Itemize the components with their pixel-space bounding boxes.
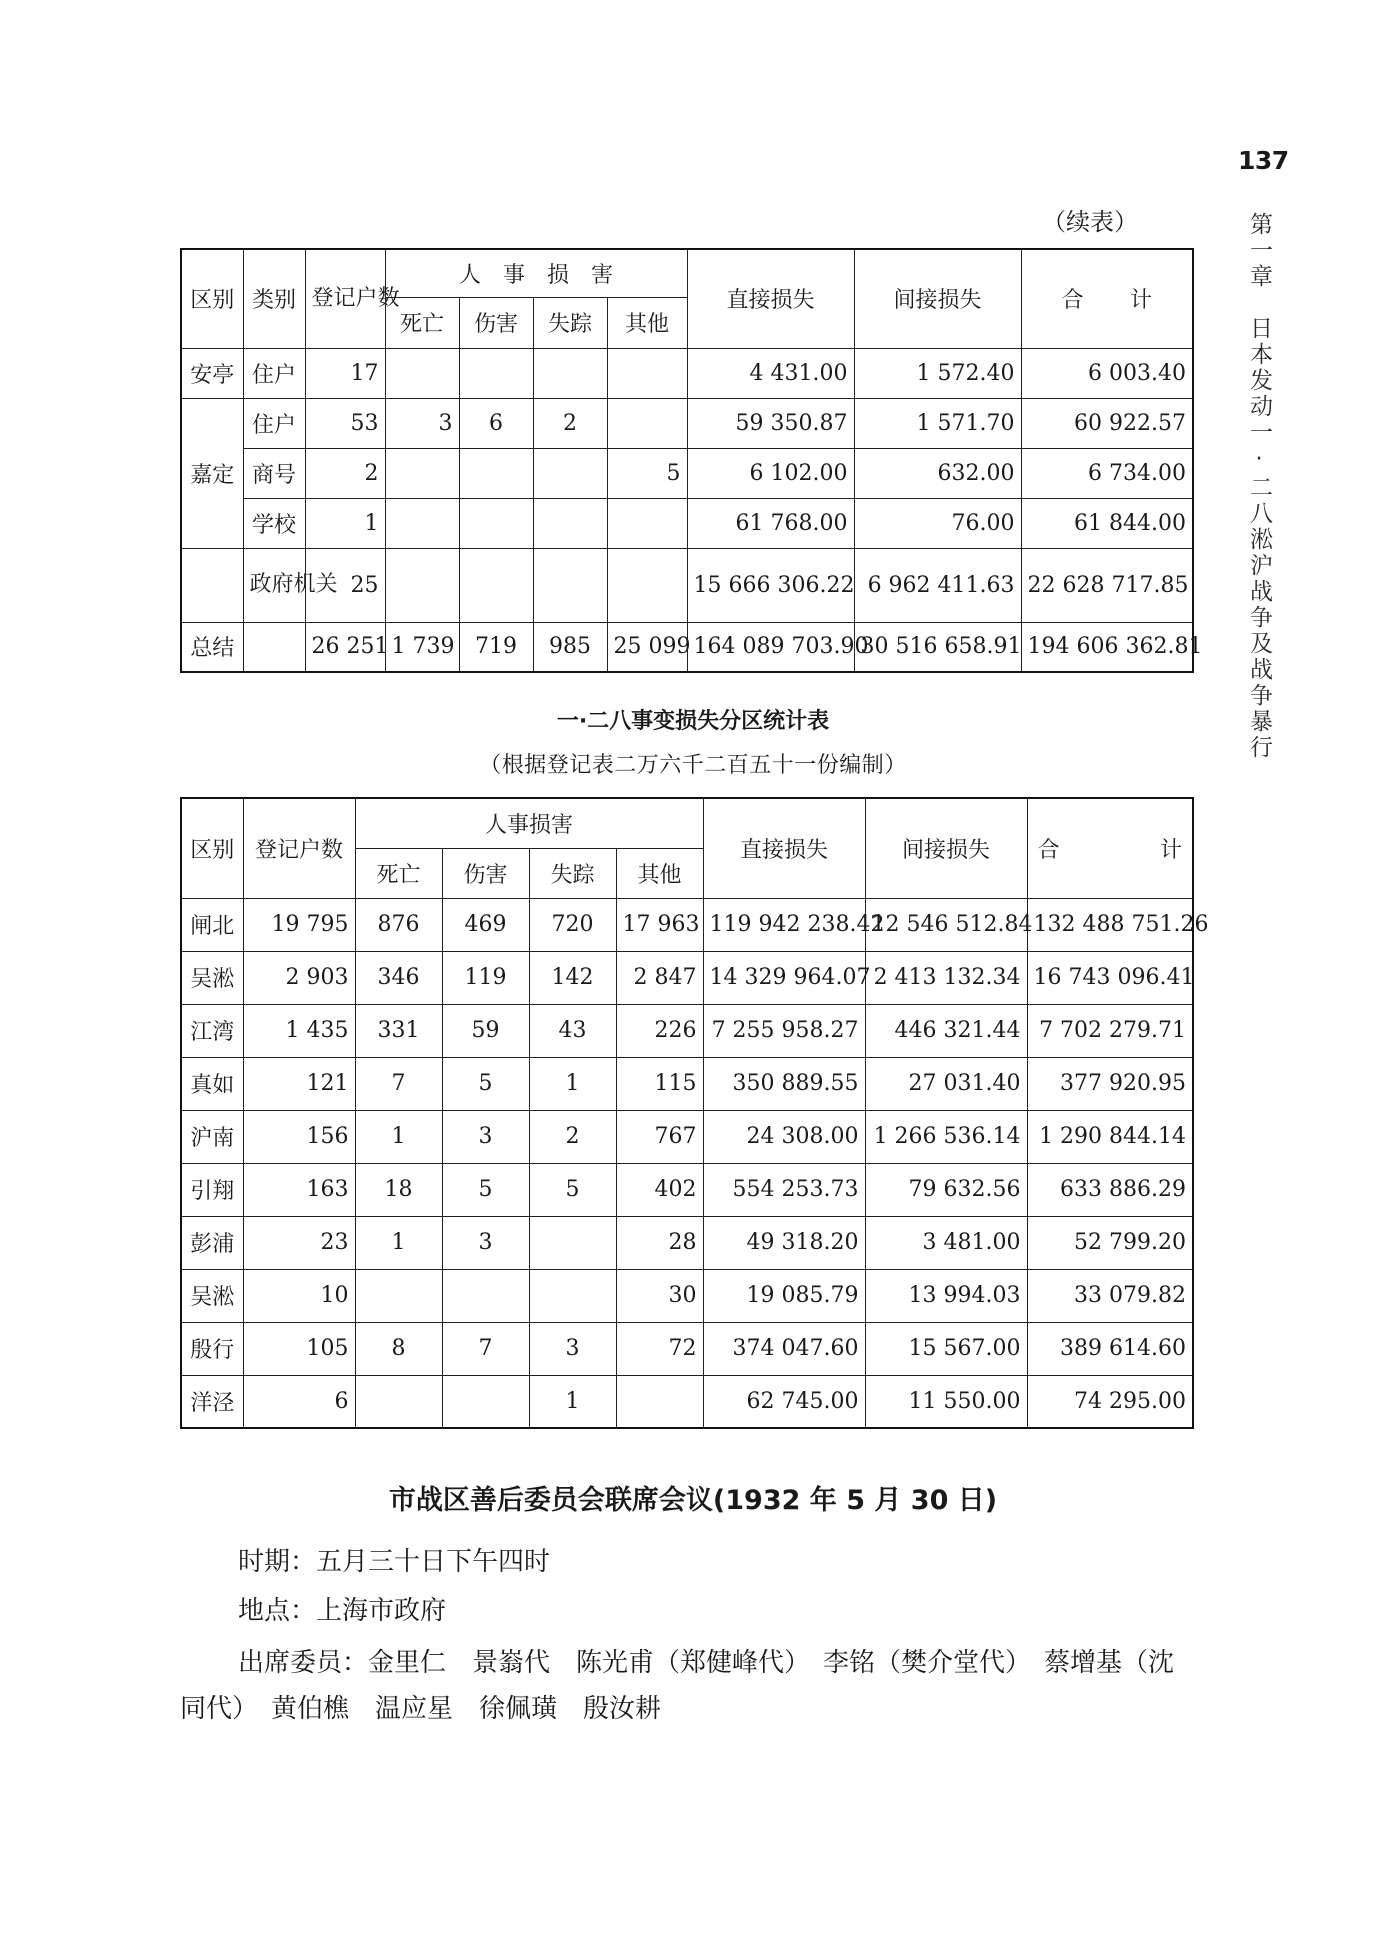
cell-other: 30 bbox=[616, 1269, 703, 1322]
cell-other: 25 099 bbox=[607, 622, 687, 672]
cell-direct: 15 666 306.22 bbox=[687, 548, 854, 622]
header-other: 其他 bbox=[607, 297, 687, 348]
cell-other: 2 847 bbox=[616, 951, 703, 1004]
cell-total: 16 743 096.41 bbox=[1027, 951, 1193, 1004]
cell-households: 53 bbox=[305, 398, 385, 448]
header-personnel-damage: 人 事 损 害 bbox=[385, 249, 687, 297]
cell-death: 1 bbox=[355, 1110, 442, 1163]
cell-injury: 5 bbox=[442, 1057, 529, 1110]
cell-households: 2 903 bbox=[243, 951, 355, 1004]
cell-other bbox=[607, 548, 687, 622]
cell-district: 沪南 bbox=[181, 1110, 243, 1163]
cell-injury bbox=[442, 1375, 529, 1428]
header-total-right: 计 bbox=[1130, 288, 1153, 314]
cell-missing: 2 bbox=[529, 1110, 616, 1163]
cell-injury bbox=[442, 1269, 529, 1322]
cell-injury: 3 bbox=[442, 1110, 529, 1163]
cell-death: 331 bbox=[355, 1004, 442, 1057]
header-total-right: 计 bbox=[1160, 837, 1183, 863]
cell-direct: 61 768.00 bbox=[687, 498, 854, 548]
cell-district: 殷行 bbox=[181, 1322, 243, 1375]
district-loss-table bbox=[180, 797, 1209, 1429]
cell-total: 6 734.00 bbox=[1021, 448, 1193, 498]
cell-injury: 119 bbox=[442, 951, 529, 1004]
cell-indirect: 2 413 132.34 bbox=[865, 951, 1027, 1004]
cell-households: 17 bbox=[305, 348, 385, 398]
table-row bbox=[181, 548, 1193, 622]
section-title: 市战区善后委员会联席会议(1932 年 5 月 30 日) bbox=[388, 1485, 998, 1516]
cell-death: 3 bbox=[385, 398, 459, 448]
cell-direct: 4 431.00 bbox=[687, 348, 854, 398]
cell-death: 346 bbox=[355, 951, 442, 1004]
cell-total: 7 702 279.71 bbox=[1027, 1004, 1193, 1057]
cell-missing: 1 bbox=[529, 1057, 616, 1110]
cell-direct: 24 308.00 bbox=[703, 1110, 865, 1163]
cell-total: 633 886.29 bbox=[1027, 1163, 1193, 1216]
loss-table-continued bbox=[180, 248, 1203, 673]
header-total-left: 合 bbox=[1061, 288, 1084, 314]
cell-district: 总结 bbox=[181, 622, 243, 672]
table-row bbox=[181, 1004, 1193, 1057]
cell-total: 33 079.82 bbox=[1027, 1269, 1193, 1322]
cell-death: 18 bbox=[355, 1163, 442, 1216]
cell-direct: 6 102.00 bbox=[687, 448, 854, 498]
cell-district: 安亭 bbox=[181, 348, 243, 398]
cell-missing: 3 bbox=[529, 1322, 616, 1375]
cell-missing bbox=[533, 448, 607, 498]
cell-death bbox=[385, 548, 459, 622]
cell-indirect: 76.00 bbox=[854, 498, 1021, 548]
cell-other: 767 bbox=[616, 1110, 703, 1163]
cell-indirect: 3 481.00 bbox=[865, 1216, 1027, 1269]
table-row bbox=[181, 898, 1193, 951]
cell-missing bbox=[529, 1216, 616, 1269]
cell-missing: 142 bbox=[529, 951, 616, 1004]
cell-injury bbox=[459, 548, 533, 622]
cell-total: 52 799.20 bbox=[1027, 1216, 1193, 1269]
cell-households: 156 bbox=[243, 1110, 355, 1163]
cell-direct: 7 255 958.27 bbox=[703, 1004, 865, 1057]
cell-indirect: 632.00 bbox=[854, 448, 1021, 498]
cell-category: 住户 bbox=[243, 398, 305, 448]
header-direct-loss: 直接损失 bbox=[687, 249, 854, 348]
cell-death bbox=[355, 1375, 442, 1428]
header-injury: 伤害 bbox=[442, 848, 529, 898]
cell-households: 163 bbox=[243, 1163, 355, 1216]
cell-households: 25 bbox=[305, 548, 385, 622]
cell-indirect: 6 962 411.63 bbox=[854, 548, 1021, 622]
cell-other: 72 bbox=[616, 1322, 703, 1375]
cell-other bbox=[607, 398, 687, 448]
cell-missing: 43 bbox=[529, 1004, 616, 1057]
table-row bbox=[181, 398, 1193, 448]
table-title: 一·二八事变损失分区统计表 bbox=[556, 709, 830, 734]
cell-missing bbox=[533, 498, 607, 548]
cell-death bbox=[355, 1269, 442, 1322]
cell-direct: 554 253.73 bbox=[703, 1163, 865, 1216]
cell-other bbox=[616, 1375, 703, 1428]
cell-indirect: 12 546 512.84 bbox=[865, 898, 1027, 951]
cell-indirect: 446 321.44 bbox=[865, 1004, 1027, 1057]
header-injury: 伤害 bbox=[459, 297, 533, 348]
cell-missing bbox=[533, 548, 607, 622]
header-direct-loss: 直接损失 bbox=[703, 798, 865, 898]
cell-indirect: 1 266 536.14 bbox=[865, 1110, 1027, 1163]
cell-injury bbox=[459, 448, 533, 498]
header-other: 其他 bbox=[616, 848, 703, 898]
cell-district: 洋泾 bbox=[181, 1375, 243, 1428]
cell-district bbox=[181, 548, 243, 622]
cell-households: 1 435 bbox=[243, 1004, 355, 1057]
cell-indirect: 79 632.56 bbox=[865, 1163, 1027, 1216]
cell-death: 1 739 bbox=[385, 622, 459, 672]
cell-indirect: 30 516 658.91 bbox=[854, 622, 1021, 672]
header-death: 死亡 bbox=[355, 848, 442, 898]
cell-direct: 119 942 238.42 bbox=[703, 898, 865, 951]
cell-direct: 49 318.20 bbox=[703, 1216, 865, 1269]
table-row bbox=[181, 622, 1193, 672]
cell-households: 121 bbox=[243, 1057, 355, 1110]
meeting-place: 地点：上海市政府 bbox=[238, 1596, 447, 1626]
cell-direct: 59 350.87 bbox=[687, 398, 854, 448]
cell-category: 住户 bbox=[243, 348, 305, 398]
meeting-attendees: 出席委员：金里仁 景嵡代 陈光甫（郑健峰代） 李铭（樊介堂代） 蔡增基（沈同代） 黄伯樵 温应星 徐佩璜 殷汝耕 bbox=[180, 1648, 1175, 1724]
cell-total: 61 844.00 bbox=[1021, 498, 1193, 548]
header-district: 区别 bbox=[181, 249, 243, 348]
cell-missing: 985 bbox=[533, 622, 607, 672]
cell-injury: 6 bbox=[459, 398, 533, 448]
table-row bbox=[181, 1216, 1193, 1269]
cell-injury: 5 bbox=[442, 1163, 529, 1216]
cell-households: 6 bbox=[243, 1375, 355, 1428]
table-row bbox=[181, 498, 1193, 548]
cell-total: 6 003.40 bbox=[1021, 348, 1193, 398]
header-total-left: 合 bbox=[1037, 837, 1060, 863]
cell-death: 1 bbox=[355, 1216, 442, 1269]
cell-injury: 719 bbox=[459, 622, 533, 672]
cell-other: 5 bbox=[607, 448, 687, 498]
cell-households: 105 bbox=[243, 1322, 355, 1375]
cell-district: 吴淞 bbox=[181, 1269, 243, 1322]
table-row bbox=[181, 951, 1193, 1004]
cell-district: 引翔 bbox=[181, 1163, 243, 1216]
cell-injury: 7 bbox=[442, 1322, 529, 1375]
cell-direct: 14 329 964.07 bbox=[703, 951, 865, 1004]
header-indirect-loss: 间接损失 bbox=[865, 798, 1027, 898]
cell-injury: 3 bbox=[442, 1216, 529, 1269]
cell-death bbox=[385, 448, 459, 498]
cell-injury bbox=[459, 348, 533, 398]
table-row bbox=[181, 1110, 1193, 1163]
cell-category: 学校 bbox=[243, 498, 305, 548]
cell-total: 377 920.95 bbox=[1027, 1057, 1193, 1110]
cell-total: 194 606 362.81 bbox=[1021, 622, 1193, 672]
header-death: 死亡 bbox=[385, 297, 459, 348]
cell-missing: 2 bbox=[533, 398, 607, 448]
cell-direct: 164 089 703.90 bbox=[687, 622, 854, 672]
cell-missing: 720 bbox=[529, 898, 616, 951]
cell-missing bbox=[533, 348, 607, 398]
cell-other: 28 bbox=[616, 1216, 703, 1269]
cell-other: 402 bbox=[616, 1163, 703, 1216]
cell-direct: 350 889.55 bbox=[703, 1057, 865, 1110]
header-total bbox=[1021, 249, 1193, 348]
cell-households: 2 bbox=[305, 448, 385, 498]
cell-missing: 5 bbox=[529, 1163, 616, 1216]
cell-district: 嘉定 bbox=[181, 398, 243, 548]
cell-district: 吴淞 bbox=[181, 951, 243, 1004]
cell-total: 60 922.57 bbox=[1021, 398, 1193, 448]
cell-direct: 62 745.00 bbox=[703, 1375, 865, 1428]
cell-households: 10 bbox=[243, 1269, 355, 1322]
table-row bbox=[181, 1163, 1193, 1216]
table-row bbox=[181, 1375, 1193, 1428]
cell-death: 8 bbox=[355, 1322, 442, 1375]
table-row bbox=[181, 1322, 1193, 1375]
cell-households: 26 251 bbox=[305, 622, 385, 672]
table-note: （根据登记表二万六千二百五十一份编制） bbox=[479, 753, 907, 778]
cell-district: 闸北 bbox=[181, 898, 243, 951]
cell-category: 政府机关 bbox=[243, 548, 305, 622]
cell-category: 商号 bbox=[243, 448, 305, 498]
cell-direct: 19 085.79 bbox=[703, 1269, 865, 1322]
cell-injury bbox=[459, 498, 533, 548]
cell-households: 19 795 bbox=[243, 898, 355, 951]
cell-death: 876 bbox=[355, 898, 442, 951]
cell-direct: 374 047.60 bbox=[703, 1322, 865, 1375]
cell-indirect: 27 031.40 bbox=[865, 1057, 1027, 1110]
cell-indirect: 11 550.00 bbox=[865, 1375, 1027, 1428]
district-table-body bbox=[181, 898, 1209, 1428]
cell-households: 1 bbox=[305, 498, 385, 548]
cell-district: 真如 bbox=[181, 1057, 243, 1110]
cell-other: 226 bbox=[616, 1004, 703, 1057]
cell-indirect: 13 994.03 bbox=[865, 1269, 1027, 1322]
cell-district: 彭浦 bbox=[181, 1216, 243, 1269]
cell-death bbox=[385, 348, 459, 398]
header-category: 类别 bbox=[243, 249, 305, 348]
cell-total: 22 628 717.85 bbox=[1021, 548, 1193, 622]
cell-indirect: 1 571.70 bbox=[854, 398, 1021, 448]
header-total bbox=[1027, 798, 1193, 898]
cell-other: 115 bbox=[616, 1057, 703, 1110]
header-missing: 失踪 bbox=[533, 297, 607, 348]
cell-category bbox=[243, 622, 305, 672]
cell-indirect: 15 567.00 bbox=[865, 1322, 1027, 1375]
meeting-time: 时期：五月三十日下午四时 bbox=[238, 1547, 551, 1577]
cell-households: 23 bbox=[243, 1216, 355, 1269]
page-number: 137 bbox=[1238, 146, 1289, 175]
cell-injury: 59 bbox=[442, 1004, 529, 1057]
cell-missing bbox=[529, 1269, 616, 1322]
cell-other bbox=[607, 498, 687, 548]
table-row bbox=[181, 348, 1193, 398]
running-head: 第一章 日本发动一·二八淞沪战争及战争暴行 bbox=[1246, 212, 1272, 761]
header-missing: 失踪 bbox=[529, 848, 616, 898]
cell-death: 7 bbox=[355, 1057, 442, 1110]
header-district: 区别 bbox=[181, 798, 243, 898]
cell-other bbox=[607, 348, 687, 398]
cell-district: 江湾 bbox=[181, 1004, 243, 1057]
continued-label: （续表） bbox=[1042, 208, 1138, 236]
cell-death bbox=[385, 498, 459, 548]
cell-injury: 469 bbox=[442, 898, 529, 951]
table-row bbox=[181, 448, 1193, 498]
cell-total: 74 295.00 bbox=[1027, 1375, 1193, 1428]
cell-missing: 1 bbox=[529, 1375, 616, 1428]
table-row bbox=[181, 1057, 1193, 1110]
cell-indirect: 1 572.40 bbox=[854, 348, 1021, 398]
cell-other: 17 963 bbox=[616, 898, 703, 951]
cell-total: 389 614.60 bbox=[1027, 1322, 1193, 1375]
cell-total: 132 488 751.26 bbox=[1027, 898, 1193, 951]
table-row bbox=[181, 1269, 1193, 1322]
header-indirect-loss: 间接损失 bbox=[854, 249, 1021, 348]
header-households: 登记户数 bbox=[243, 798, 355, 898]
header-households: 登记户数 bbox=[305, 249, 385, 348]
cell-total: 1 290 844.14 bbox=[1027, 1110, 1193, 1163]
header-personnel-damage: 人事损害 bbox=[355, 798, 703, 848]
